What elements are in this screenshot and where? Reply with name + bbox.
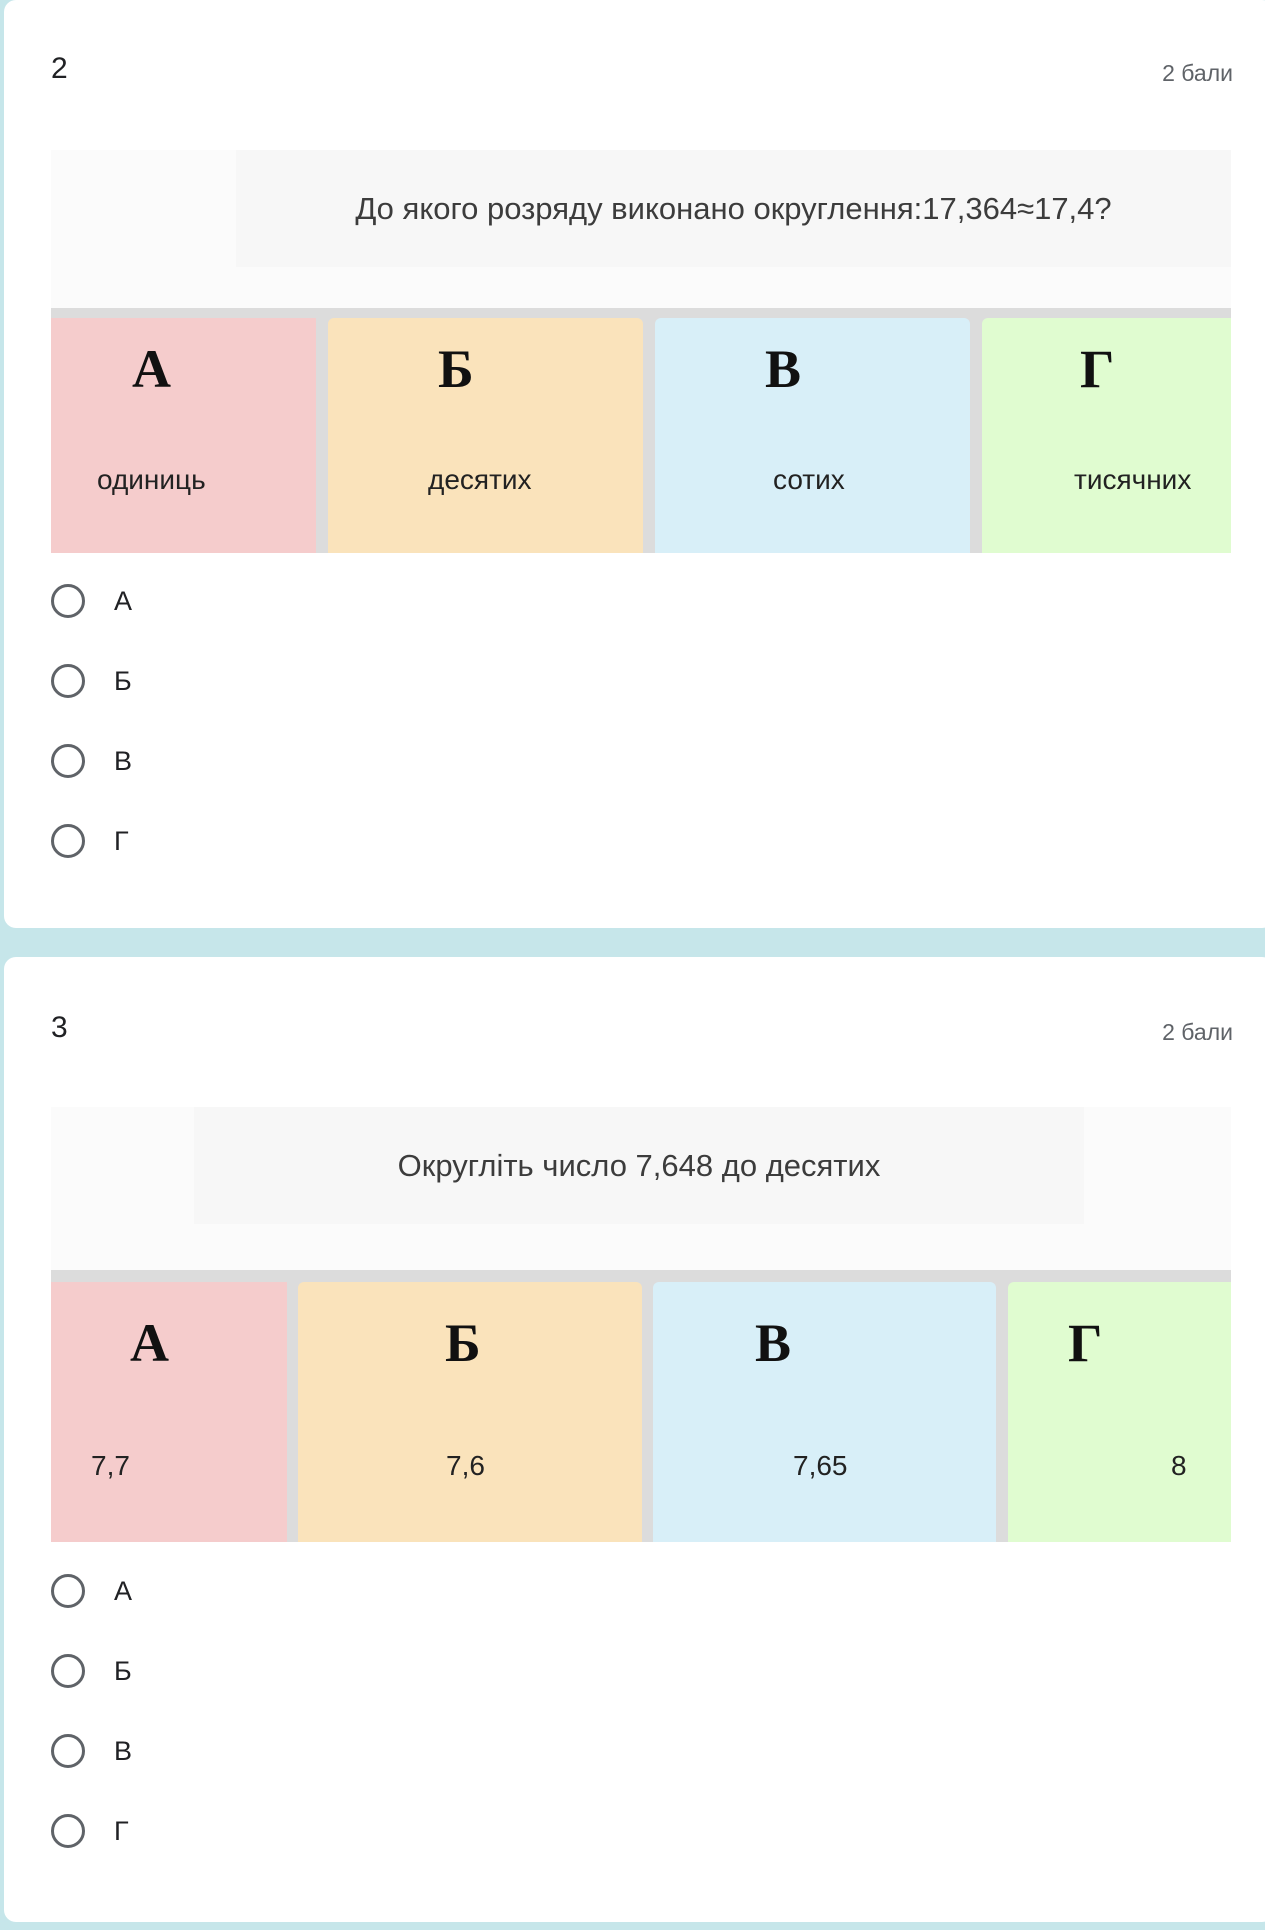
option-box-a — [51, 318, 316, 553]
radio-option-g[interactable] — [51, 817, 129, 865]
option-letter: Г — [1068, 1313, 1103, 1373]
radio-button-unchecked-icon[interactable] — [51, 1734, 85, 1768]
question-card — [4, 0, 1265, 928]
option-box-v — [655, 318, 970, 553]
option-box-b — [328, 318, 643, 553]
question-image — [51, 150, 1231, 553]
radio-button-unchecked-icon[interactable] — [51, 664, 85, 698]
option-value: 7,6 — [446, 1450, 485, 1481]
radio-option-a[interactable] — [51, 1567, 132, 1615]
radio-option-v[interactable] — [51, 737, 132, 785]
option-value: 7,7 — [91, 1450, 130, 1481]
option-letter: В — [765, 339, 802, 399]
radio-label: А — [114, 1575, 133, 1606]
radio-label: Б — [114, 1655, 132, 1686]
option-letter: А — [130, 1313, 169, 1373]
option-letter: А — [132, 339, 171, 399]
radio-button-unchecked-icon[interactable] — [51, 1654, 85, 1688]
option-value: десятих — [428, 464, 532, 495]
question-image — [51, 1107, 1231, 1542]
option-letter: Г — [1080, 339, 1115, 399]
radio-label: Г — [114, 1815, 129, 1846]
radio-option-g[interactable] — [51, 1807, 129, 1855]
option-box-g — [982, 318, 1231, 553]
option-value: тисячних — [1074, 464, 1192, 495]
radio-button-unchecked-icon[interactable] — [51, 584, 85, 618]
option-value: 7,65 — [793, 1450, 848, 1481]
radio-option-b[interactable] — [51, 1647, 132, 1695]
option-box-b — [298, 1282, 642, 1542]
radio-button-unchecked-icon[interactable] — [51, 1814, 85, 1848]
question-points: 2 бали — [1162, 60, 1233, 86]
option-box-g — [1008, 1282, 1231, 1542]
radio-label: А — [114, 585, 133, 616]
radio-option-v[interactable] — [51, 1727, 132, 1775]
question-number: 3 — [51, 1011, 68, 1044]
radio-button-unchecked-icon[interactable] — [51, 824, 85, 858]
radio-option-a[interactable] — [51, 577, 132, 625]
radio-label: Г — [114, 825, 129, 856]
option-box-v — [653, 1282, 996, 1542]
answer-options-strip — [51, 1270, 1231, 1542]
radio-button-unchecked-icon[interactable] — [51, 1574, 85, 1608]
answer-options-strip — [51, 308, 1231, 553]
question-prompt: До якого розряду виконано округлення:17,364≈17,4? — [236, 150, 1231, 267]
option-letter: В — [755, 1313, 792, 1373]
radio-label: В — [114, 745, 133, 776]
option-letter: Б — [445, 1313, 481, 1373]
question-card — [4, 957, 1265, 1922]
question-prompt: Округліть число 7,648 до десятих — [194, 1107, 1084, 1224]
radio-button-unchecked-icon[interactable] — [51, 744, 85, 778]
option-value: одиниць — [97, 464, 206, 495]
radio-label: Б — [114, 665, 132, 696]
radio-label: В — [114, 1735, 133, 1766]
option-letter: Б — [438, 339, 474, 399]
question-points: 2 бали — [1162, 1019, 1233, 1045]
option-box-a — [51, 1282, 287, 1542]
question-number: 2 — [51, 52, 68, 85]
option-value: 8 — [1171, 1450, 1187, 1481]
option-value: сотих — [773, 464, 845, 495]
radio-option-b[interactable] — [51, 657, 132, 705]
